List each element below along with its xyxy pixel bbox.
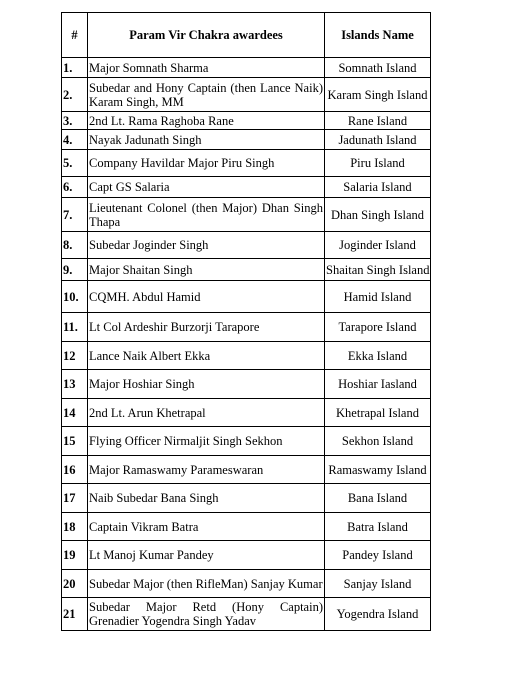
row-number: 21: [62, 598, 88, 631]
row-number: 3.: [62, 112, 88, 130]
awardee-name: Subedar Joginder Singh: [88, 232, 325, 259]
island-name: Bana Island: [325, 484, 431, 513]
table-row: [62, 198, 431, 232]
awardee-name: Lt Manoj Kumar Pandey: [88, 541, 325, 570]
awardee-name: Flying Officer Nirmaljit Singh Sekhon: [88, 427, 325, 456]
table-row: [62, 484, 431, 513]
island-name: Batra Island: [325, 513, 431, 541]
row-number: 4.: [62, 130, 88, 150]
row-number: 5.: [62, 150, 88, 177]
table-row: [62, 513, 431, 541]
row-number: 16: [62, 456, 88, 484]
row-number: 17: [62, 484, 88, 513]
header-island: Islands Name: [325, 13, 431, 58]
island-name: Piru Island: [325, 150, 431, 177]
awardee-name: Naib Subedar Bana Singh: [88, 484, 325, 513]
awardee-name: 2nd Lt. Arun Khetrapal: [88, 399, 325, 427]
awardee-name: Subedar Major Retd (Hony Captain) Grenadier Yogendra Singh Yadav: [88, 598, 325, 631]
island-name: Pandey Island: [325, 541, 431, 570]
table-row: [62, 570, 431, 598]
island-name: Ekka Island: [325, 342, 431, 370]
row-number: 13: [62, 370, 88, 399]
awardee-name: 2nd Lt. Rama Raghoba Rane: [88, 112, 325, 130]
awardee-name: Capt GS Salaria: [88, 177, 325, 198]
table-row: [62, 112, 431, 130]
header-number: #: [62, 13, 88, 58]
awardees-islands-table: [61, 12, 431, 631]
island-name: Salaria Island: [325, 177, 431, 198]
island-name: Sekhon Island: [325, 427, 431, 456]
island-name: Sanjay Island: [325, 570, 431, 598]
row-number: 1.: [62, 58, 88, 78]
awardee-name: Company Havildar Major Piru Singh: [88, 150, 325, 177]
awardee-name: Lieutenant Colonel (then Major) Dhan Singh Thapa: [88, 198, 325, 232]
table-row: [62, 58, 431, 78]
awardee-name: Lt Col Ardeshir Burzorji Tarapore: [88, 313, 325, 342]
table-row: [62, 342, 431, 370]
awardee-name: Major Shaitan Singh: [88, 259, 325, 281]
table-row: [62, 598, 431, 631]
row-number: 15: [62, 427, 88, 456]
island-name: Somnath Island: [325, 58, 431, 78]
row-number: 8.: [62, 232, 88, 259]
table-row: [62, 259, 431, 281]
table-row: [62, 313, 431, 342]
awardee-name: Captain Vikram Batra: [88, 513, 325, 541]
row-number: 7.: [62, 198, 88, 232]
row-number: 9.: [62, 259, 88, 281]
table-row: [62, 177, 431, 198]
awardee-name: Subedar and Hony Captain (then Lance Naik) Karam Singh, MM: [88, 78, 325, 112]
island-name: Ramaswamy Island: [325, 456, 431, 484]
row-number: 18: [62, 513, 88, 541]
row-number: 2.: [62, 78, 88, 112]
awardee-name: Subedar Major (then RifleMan) Sanjay Kumar: [88, 570, 325, 598]
island-name: Yogendra Island: [325, 598, 431, 631]
table-row: [62, 456, 431, 484]
island-name: Khetrapal Island: [325, 399, 431, 427]
island-name: Hamid Island: [325, 281, 431, 313]
table-row: [62, 78, 431, 112]
awardee-name: Major Hoshiar Singh: [88, 370, 325, 399]
island-name: Joginder Island: [325, 232, 431, 259]
awardee-name: Major Somnath Sharma: [88, 58, 325, 78]
awardee-name: CQMH. Abdul Hamid: [88, 281, 325, 313]
table-row: [62, 399, 431, 427]
row-number: 19: [62, 541, 88, 570]
table-header-row: [62, 13, 431, 58]
table-row: [62, 232, 431, 259]
header-awardee: Param Vir Chakra awardees: [88, 13, 325, 58]
island-name: Jadunath Island: [325, 130, 431, 150]
row-number: 14: [62, 399, 88, 427]
island-name: Dhan Singh Island: [325, 198, 431, 232]
island-name: Hoshiar Iasland: [325, 370, 431, 399]
island-name: Karam Singh Island: [325, 78, 431, 112]
row-number: 10.: [62, 281, 88, 313]
awardee-name: Lance Naik Albert Ekka: [88, 342, 325, 370]
row-number: 6.: [62, 177, 88, 198]
table-row: [62, 281, 431, 313]
table-row: [62, 427, 431, 456]
table-row: [62, 370, 431, 399]
awardee-name: Major Ramaswamy Parameswaran: [88, 456, 325, 484]
table-row: [62, 541, 431, 570]
awardee-name: Nayak Jadunath Singh: [88, 130, 325, 150]
island-name: Shaitan Singh Island: [325, 259, 431, 281]
island-name: Tarapore Island: [325, 313, 431, 342]
table-row: [62, 150, 431, 177]
row-number: 12: [62, 342, 88, 370]
row-number: 20: [62, 570, 88, 598]
island-name: Rane Island: [325, 112, 431, 130]
table-row: [62, 130, 431, 150]
row-number: 11.: [62, 313, 88, 342]
